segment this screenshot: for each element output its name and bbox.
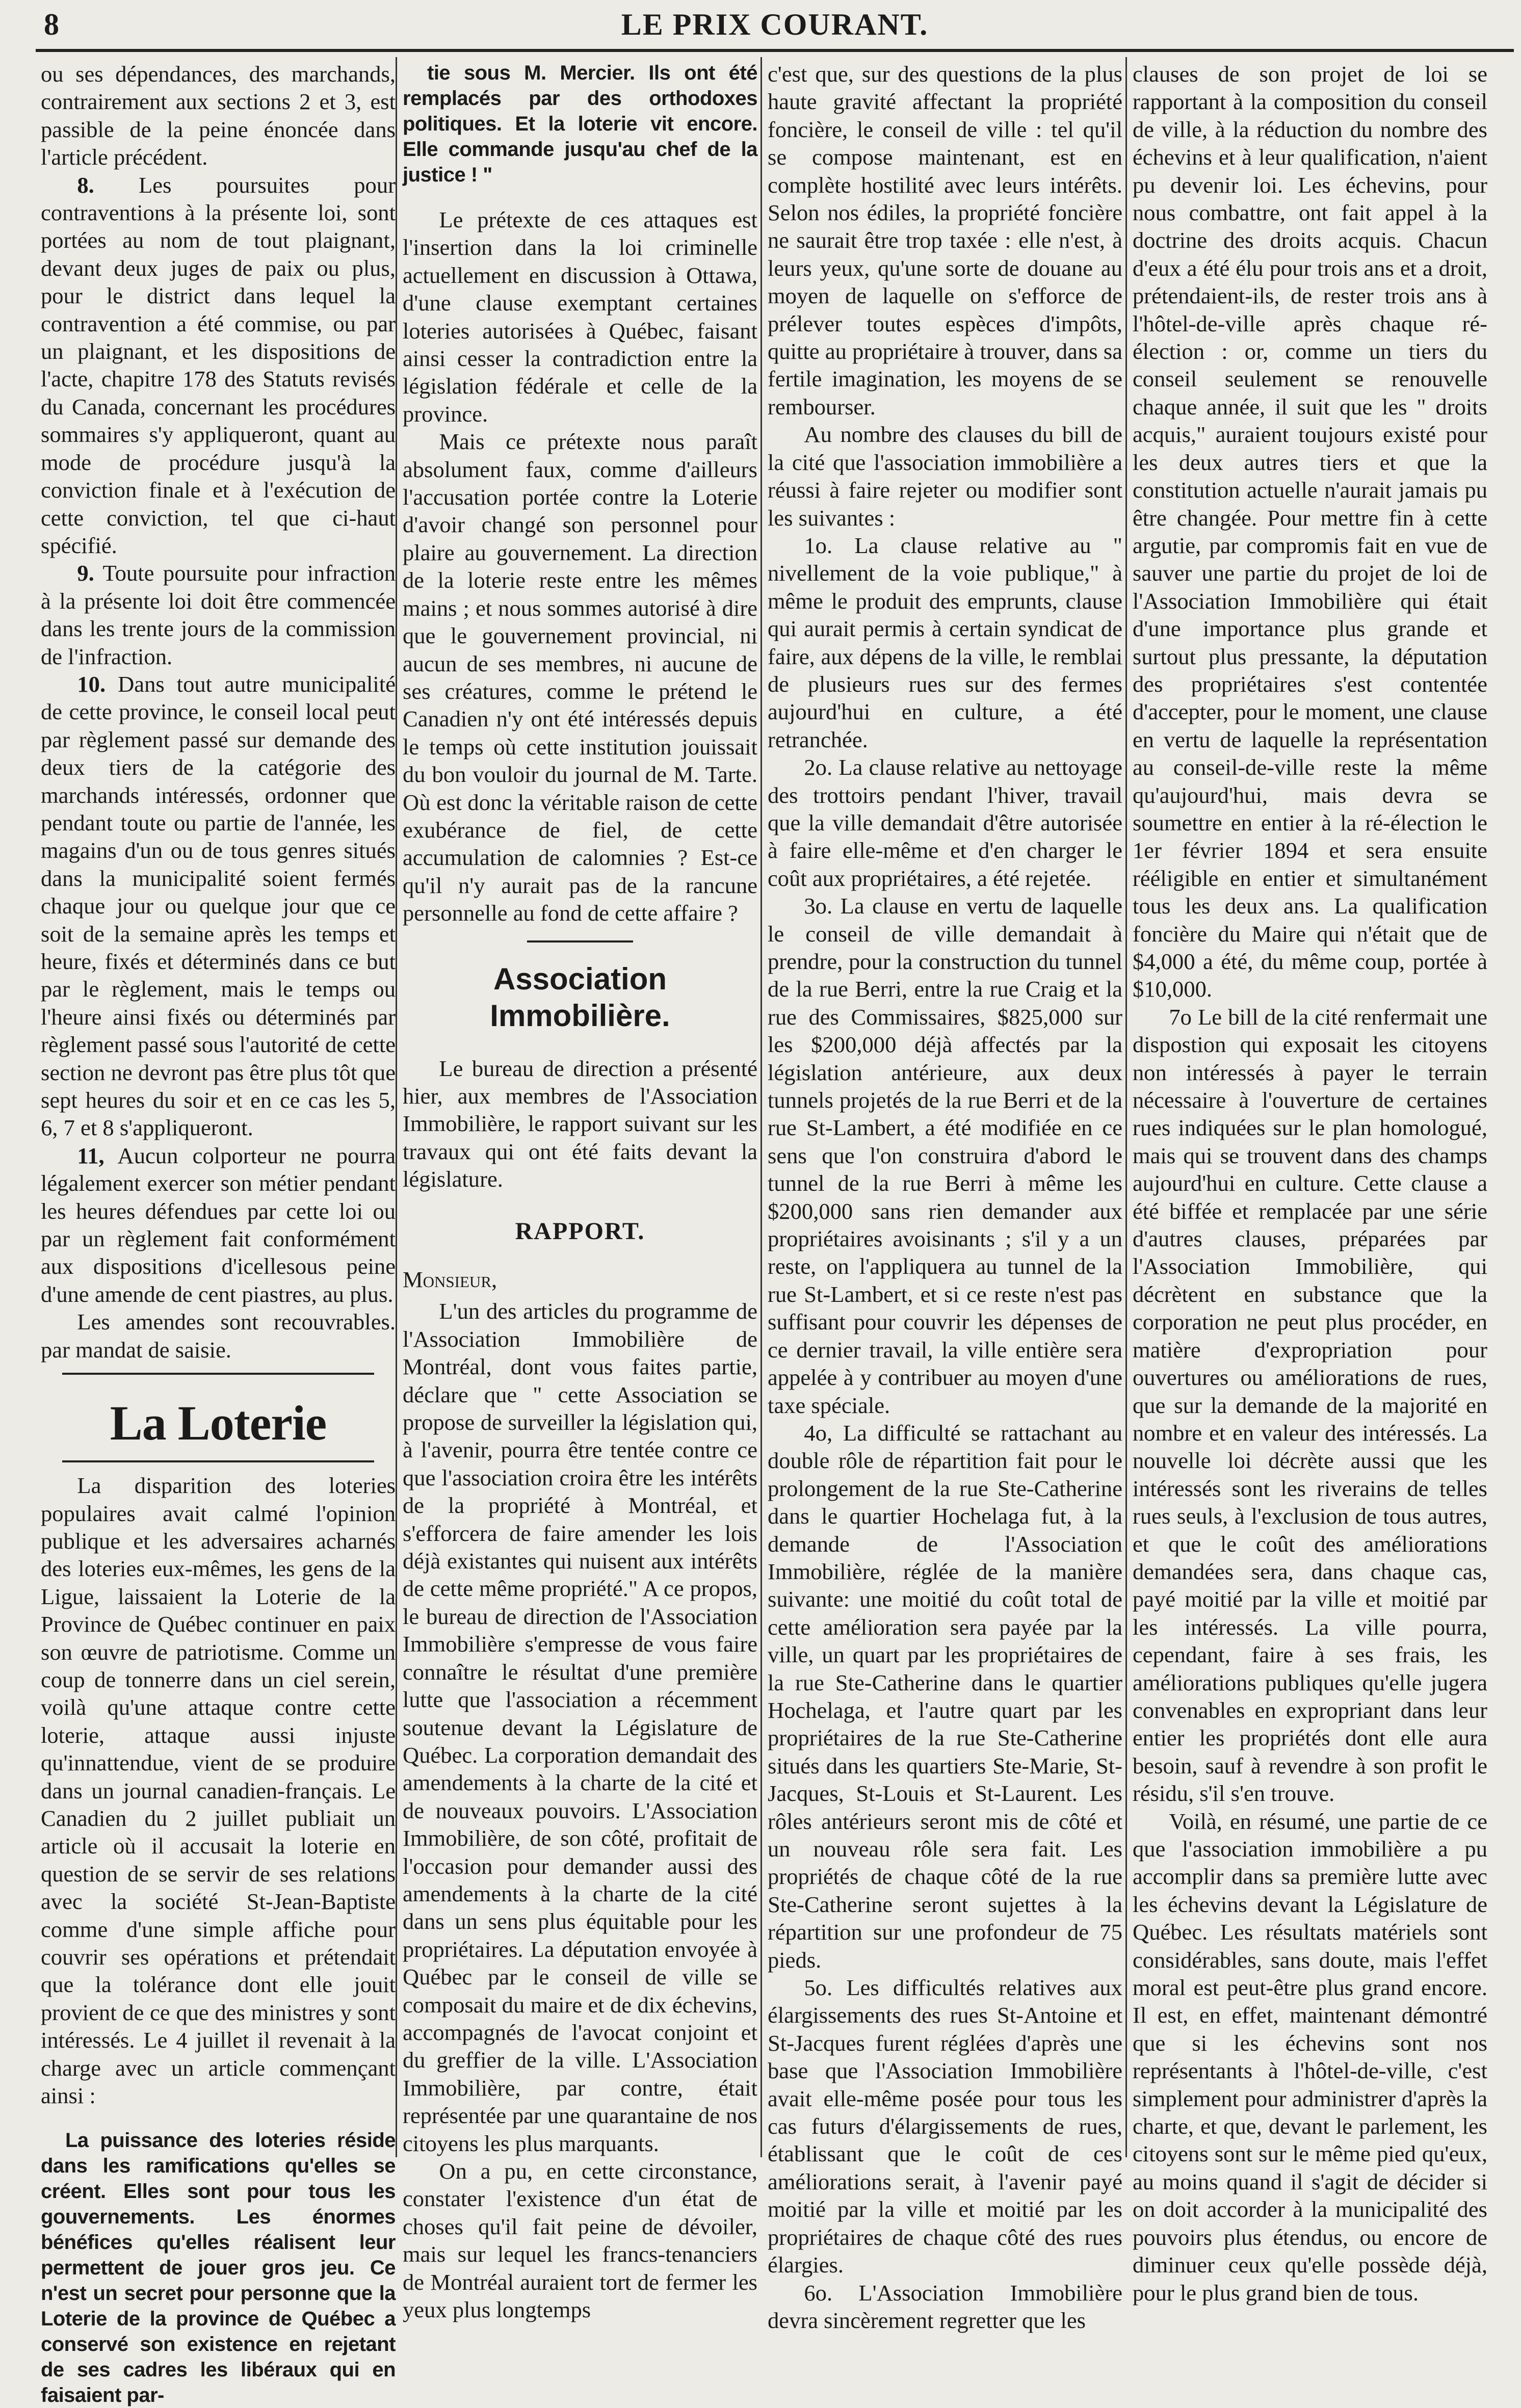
page-header (0, 0, 1521, 51)
clause-4: 4o, La difficulté se rattachant au double rôle de répartition fait pour le prolongement de la rue Ste-Catherine dans le quartier Hochelaga fut, à la demande de l'Association Immobilière, réglée de la manière suivante: une moitié du coût total de cette amélioration sera payée par la ville, un quart par les propriétaires de la rue Ste-Catherine dans le quartier Hochelaga, et l'autre quart par les propriétaires de la rue Ste-Catherine situés dans les quartiers Ste-Marie, St-Jacques, St-Louis et St-Laurent. Les rôles antérieurs seront mis de côté et un nouveau rôle sera fait. Les propriétés de chaque côté de la rue Ste-Catherine seront sujettes à la répartition sur une profondeur de 75 pieds. (768, 1420, 1122, 1973)
article-text: Aucun colporteur ne pourra légalement exercer son métier pendant les heures défendues par cette loi ou par un règlement fait conformément aux dispositions d'icellesous peine d'une amende de cent piastres, au plus. (41, 1142, 396, 1307)
article-9 (41, 559, 396, 670)
clause-2: 2o. La clause relative au nettoyage des trottoirs pendant l'hiver, travail que la ville demandait d'être autorisée à faire elle-même et d'en charger le coût aux propriétaires, a été rejetée. (768, 754, 1122, 891)
paragraph: Le bureau de direction a présenté hier, aux membres de l'Association Immobilière, le rapport suivant sur les travaux qui ont été faits devant la législature. (403, 1055, 757, 1192)
column-divider (1125, 57, 1127, 2157)
clause-7: 7o Le bill de la cité renfermait une dispostion qui exposait les citoyens non intéressés à payer le terrain nécessaire à l'ouverture de certaines rues indiquées sur le plan homologué, mais qui se trouvent dans des champs aujourd'hui en culture. Cette clause a été biffée et remplacée par une série d'autres clauses, préparées par l'Association Immobilière, qui décrètent en substance que la corporation ne peut plus procéder, en matière d'expropriation pour ouvertures ou améliorations de rues, que sur la demande de la majorité en nombre et en valeur des intéressés. La nouvelle loi décrète aussi que les intéressés sont les riverains de telles rues seuls, à l'exclusion de tous autres, et que le coût des améliorations demandées sera, dans chaque cas, payé moitié par la ville et moitié par les intéressés. La ville pourra, cependant, faire à ses frais, les améliorations publiques qu'elle jugera convenables en expropriant dans leur entier les propriétés dont elle aura besoin, sauf à revendre à son profit le résidu, s'il s'en trouve. (1133, 1004, 1487, 1807)
paragraph: c'est que, sur des questions de la plus haute gravité affectant la propriété foncière, le conseil de ville : tel qu'il se compose maintenant, est en complète hostilité avec leurs intérêts. Selon nos édiles, la propriété foncière ne saurait être trop taxée : elle n'est, à leurs yeux, qu'une sorte de douane au moyen de laquelle on s'efforce de prélever toutes espèces d'impôts, quitte au propriétaire à trouver, dans sa fertile imagination, les moyens de se rembourser. (768, 61, 1122, 420)
article-10 (41, 670, 396, 1142)
article-text: Dans tout autre municipalité de cette province, le conseil local peut par règlement passé sur demande des deux tiers de la catégorie des marchands intéressés, ordonner que pendant toute ou partie de l'année, les magains d'un ou de tous genres situés dans la municipalité soient fermés chaque jour ou quelque jour que ce soit de la semaine après les temps et heure, fixés et déterminés dans ce but par le règlement, mais le temps ou l'heure ainsi fixés ou déterminés par règlement passé sous l'autorité de cette section ne devront pas être plus tôt que sept heures du soir et en ce cas les 5, 6, 7 et 8 s'appliqueront. (41, 671, 396, 1141)
clause-5: 5o. Les difficultés relatives aux élargissements des rues St-Antoine et St-Jacques furent réglées d'après une base que l'Association Immobilière avait elle-même posée pour tous les cas futurs d'élargissements de rues, établissant que le coût de ces améliorations serait, à l'avenir payé moitié par la ville et moitié par les propriétaires de chaque côté des rues élargies. (768, 1975, 1122, 2278)
paragraph: Voilà, en résumé, une partie de ce que l'association immobilière a pu accomplir dans sa première lutte avec les échevins devant la Législature de Québec. Les résultats matériels sont considérables, sans doute, mais l'effet moral est peut-être plus grand encore. Il est, en effet, maintenant démontré que si les échevins sont nos représentants à l'hôtel-de-ville, c'est simplement pour administrer d'après la charte, et que, devant le parlement, les citoyens sont sur le même pied qu'eux, au moins quand il s'agit de décider si on doit accorder à la municipalité des pouvoirs plus étendus, ou encore de diminuer ceux qu'elle possède déjà, pour le plus grand bien de tous. (1133, 1808, 1487, 2306)
article-number: 9. (77, 560, 94, 586)
quote-paragraph: La puissance des loteries réside dans les ramifications qu'elles se créent. Elles sont pour tous les gouvernements. Les énormes bénéfices qu'elles réalisent leur permettent de jouer gros jeu. Ce n'est un secret pour personne que la Loterie de la province de Québec a conservé son existence en rejetant de ses cadres les libéraux qui en faisaient par- (41, 2129, 396, 2407)
article-8 (41, 171, 396, 560)
paragraph: ou ses dépendances, des marchands, contrairement aux sections 2 et 3, est passible de la peine énoncée dans l'article précédent. (41, 61, 396, 170)
paragraph: On a pu, en cette circonstance, constater l'existence d'un état de choses qu'il fait peine de dévoiler, mais sur lequel les francs-tenanciers de Montréal auraient tort de fermer les yeux plus longtemps (403, 2158, 757, 2323)
newspaper-title: LE PRIX COURANT. (621, 8, 929, 41)
clause-3: 3o. La clause en vertu de laquelle le conseil de ville demandait à prendre, pour la construction du tunnel de la rue Berri, entre la rue Craig et la rue des Commissaires, $825,000 sur les $200,000 déjà affectés par la législation antérieure, aux deux tunnels projetés de la rue Berri et de la rue St-Lambert, a été modifiée en ce sens que l'on construira d'abord le tunnel de la rue Berri à même les $200,000 sans rien demander aux propriétaires avoisinants ; s'il y a un reste, on l'appliquera au tunnel de la rue St-Lambert, et si ce reste n'est pas suffisant pour couvrir les dépenses de ce dernier travail, la ville entière sera appelée à y contribuer au moyen d'une taxe spéciale. (768, 893, 1122, 1418)
section-rule (62, 1373, 374, 1375)
header-rule (36, 49, 1514, 52)
column-divider (760, 57, 762, 2157)
paragraph: Les amendes sont recouvrables. par mandat de saisie. (41, 1309, 396, 1363)
article-number: 11, (77, 1142, 104, 1168)
column-4 (1133, 60, 1487, 2306)
paragraph: clauses de son projet de loi se rapportant à la composition du conseil de ville, à la réduction du nombre des échevins et à leur qualification, n'aient pu devenir loi. Les échevins, pour nous combattre, ont fait appel à la doctrine des droits acquis. Chacun d'eux a été élu pour trois ans et a droit, prétendaient-ils, de rester trois ans à l'hôtel-de-ville après chaque ré-élection : or, comme un tiers du conseil seulement se renouvelle chaque année, il suit que les " droits acquis," auraient toujours existé pour les deux autres tiers et que la constitution actuelle n'aurait jamais pu être changée. Pour mettre fin à cette argutie, par compromis fait en vue de sauver une partie du projet de loi de l'Association Immobilière qui était d'une importance plus grande et surtout plus pressante, la députation des propriétaires s'est contentée d'accepter, pour le moment, une clause en vertu de laquelle la représentation au conseil-de-ville reste la même qu'aujourd'hui, mais devra se soumettre en entier à la ré-élection le 1er février 1894 et sera ensuite rééligible en entier et simultanément tous les deux ans. La qualification foncière du Maire qui n'était que de $4,000 a été, du même coup, portée à $10,000. (1133, 61, 1487, 1002)
clause-1: 1o. La clause relative au " nivellement de la voie publique," à même le produit des emprunts, clause qui aurait permis à certain syndicat de faire, aux dépens de la ville, le remblai de plusieurs rues sur des fermes aujourd'hui en culture, a été retranchée. (768, 532, 1122, 752)
article-11 (41, 1142, 396, 1308)
paragraph: L'un des articles du programme de l'Association Immobilière de Montréal, dont vous faites partie, déclare que " cette Association se propose de surveiller la législation qui, à l'avenir, pourra être tentée contre ce que l'association croira être les intérêts de la propriété à Montréal, et s'efforcera de faire amender les lois déjà existantes qui nuisent aux intérêts de cette même propriété." A ce propos, le bureau de direction de l'Association Immobilière s'empresse de vous faire connaître le résultat d'une première lutte que l'association a récemment soutenue devant la Législature de Québec. La corporation demandait des amendements à la charte de la cité et de nouveaux pouvoirs. L'Association Immobilière, de son côté, profitait de l'occasion pour demander aussi des amendements à la charte de la cité dans un sens plus équitable pour les propriétaires. La députation envoyée à Québec par le conseil de ville se composait du maire et de dix échevins, accompagnés de l'avocat conjoint et du greffier de la ville. L'Association Immobilière, par contre, était représentée par une quarantaine de nos citoyens les plus marquants. (403, 1298, 757, 2156)
section-heading-loterie: La Loterie (110, 1396, 327, 1451)
subheading-rapport: RAPPORT. (515, 1217, 645, 1245)
clause-6: 6o. L'Association Immobilière devra sincèrement regretter que les (768, 2280, 1122, 2333)
block-quote (41, 2128, 396, 2408)
quote-paragraph: tie sous M. Mercier. Ils ont été remplacés par des orthodoxes politiques. Et la loterie vit encore. Elle commande jusqu'au chef de la justice ! " (403, 62, 757, 186)
article-text: Les poursuites pour contraventions à la présente loi, sont portées au nom de tout plaignant, devant deux juges de paix ou plus, pour le district dans lequel la contravention a été commise, ou par un plaignant, et les dispositions de l'acte, chapitre 178 des Statuts revisés du Canada, concernant les procédures sommaires s'y appliqueront, quant au mode de procédure jusqu'à la conviction finale et à l'exécution de cette conviction, tel que ci-haut spécifié. (41, 172, 396, 558)
paragraph: Mais ce prétexte nous paraît absolument faux, comme d'ailleurs l'accusation portée contre la Loterie d'avoir changé son personnel pour plaire au gouvernement. La direction de la loterie reste entre les mêmes mains ; et nous sommes autorisé à dire que le gouvernement provincial, ni aucun de ses membres, ni aucune de ses créatures, comme le prétend le Canadien n'y ont été intéressés depuis le temps où cette institution jouissait du bon vouloir du journal de M. Tarte. Où est donc la véritable raison de cette exubérance de fiel, de cette accumulation de calomnies ? Est-ce qu'il n'y aurait pas de la rancune personnelle au fond de cette affaire ? (403, 429, 757, 926)
column-3 (768, 60, 1122, 2333)
column-divider (396, 57, 397, 2157)
section-heading-association: Association Immobilière. (490, 961, 670, 1033)
paragraph: La disparition des loteries populaires avait calmé l'opinion publique et les adversaires acharnés des loteries eux-mêmes, les gens de la Ligue, laissaient la Loterie de la Province de Québec continuer en paix son œuvre de patriotisme. Comme un coup de tonnerre dans un ciel serein, voilà qu'une attaque contre cette loterie, attaque aussi injuste qu'innattendue, vient de se produire dans un journal canadien-français. Le Canadien du 2 juillet publiait un article où il accusait la loterie en question de se servir de ses relations avec la société St-Jean-Baptiste comme d'une simple affiche pour couvrir ses opérations et prétendait que la tolérance dont elle jouit provient de ce que des ministres y sont intéressés. Le 4 juillet il revenait à la charge avec un article commençant ainsi : (41, 1473, 396, 2109)
paragraph: Au nombre des clauses du bill de la cité que l'association immobilière a réussi à faire rejeter ou modifier sont les suivantes : (768, 422, 1122, 531)
column-2 (403, 60, 757, 2323)
article-text: Toute poursuite pour infraction à la présente loi doit être commencée dans les trente jours de la commission de l'infraction. (41, 560, 396, 669)
section-rule (62, 1460, 374, 1462)
section-rule (527, 940, 634, 943)
article-number: 8. (77, 172, 94, 198)
article-number: 10. (77, 671, 106, 697)
salutation: Monsieur, (403, 1267, 497, 1292)
paragraph: Le prétexte de ces attaques est l'insertion dans la loi criminelle actuellement en discussion à Ottawa, d'une clause exemptant certaines loteries autorisées à Québec, faisant ainsi cesser la contradiction entre la législation fédérale et celle de la province. (403, 207, 757, 427)
column-1 (41, 60, 396, 2407)
page-number: 8 (44, 8, 59, 41)
block-quote (403, 60, 757, 188)
